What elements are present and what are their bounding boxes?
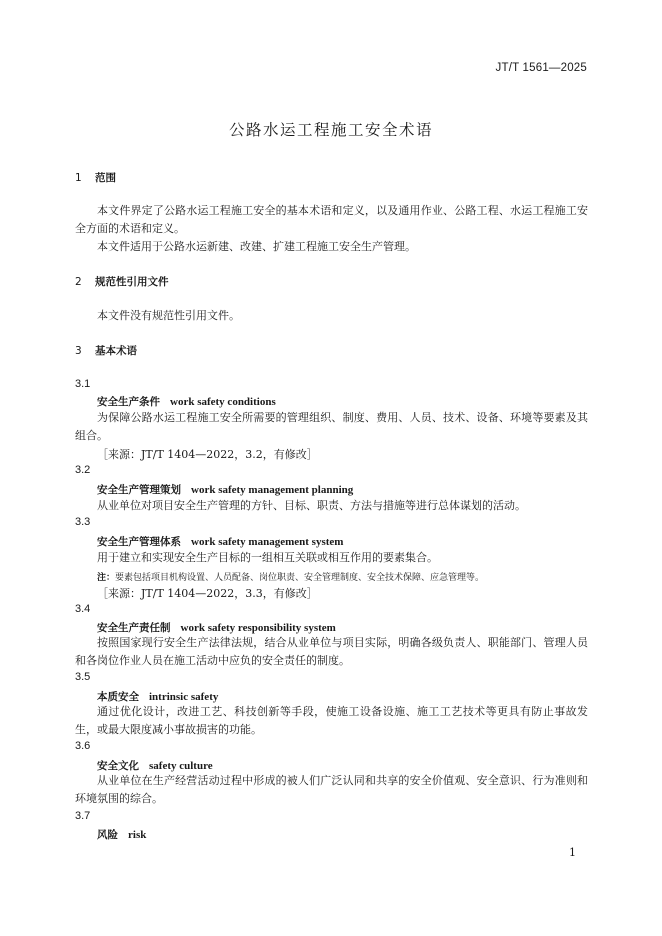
term-heading [97, 758, 213, 773]
term-number: 3.7 [75, 810, 91, 822]
term-zh: 安全文化 [97, 760, 139, 772]
term-heading [97, 482, 353, 497]
term-heading [97, 827, 146, 842]
document-title: 公路水运工程施工安全术语 [228, 121, 433, 139]
section-number: 1 [75, 172, 82, 184]
term-definition: 用于建立和实现安全生产目标的一组相互关联或相互作用的要素集合。 [97, 551, 438, 564]
section-title: 范围 [95, 172, 116, 184]
term-number: 3.4 [75, 603, 91, 615]
term-source: ［来源：JT/T 1404—2022，3.2，有修改］ [97, 448, 318, 461]
section-heading-normative-references [75, 274, 169, 289]
term-zh: 本质安全 [97, 691, 139, 703]
term-heading [97, 620, 336, 635]
note-text: 要素包括项目机构设置、人员配备、岗位职责、安全管理制度、安全技术保障、应急管理等。 [115, 573, 485, 583]
term-en: work safety conditions [170, 396, 276, 408]
term-en: safety culture [149, 760, 213, 772]
normative-paragraph: 本文件没有规范性引用文件。 [97, 309, 240, 322]
term-definition: 通过优化设计，改进工艺、科技创新等手段，使施工设备设施、施工工艺技术等更具有防止事故发生，或最大限度减小事故损害的功能。 [75, 705, 588, 736]
term-number: 3.1 [75, 378, 91, 390]
section-title: 规范性引用文件 [95, 276, 169, 288]
term-en: risk [128, 829, 147, 841]
term-zh: 安全生产责任制 [97, 622, 171, 634]
term-heading [97, 689, 218, 704]
term-heading [97, 394, 276, 409]
term-number: 3.2 [75, 464, 91, 476]
term-number: 3.6 [75, 740, 91, 752]
term-zh: 风险 [97, 829, 118, 841]
term-definition: 为保障公路水运工程施工安全所需要的管理组织、制度、费用、人员、技术、设备、环境等要素及其组合。 [75, 411, 588, 442]
term-zh: 安全生产条件 [97, 396, 160, 408]
term-heading [97, 534, 343, 549]
term-en: intrinsic safety [149, 691, 219, 703]
term-note [97, 570, 484, 583]
section-number: 2 [75, 276, 82, 288]
term-zh: 安全生产管理体系 [97, 536, 181, 548]
section-heading-scope [75, 170, 116, 185]
term-en: work safety responsibility system [180, 622, 336, 634]
term-number: 3.5 [75, 671, 91, 683]
scope-paragraph-2: 本文件适用于公路水运新建、改建、扩建工程施工安全生产管理。 [97, 240, 416, 253]
section-number: 3 [75, 345, 82, 357]
term-definition: 从业单位在生产经营活动过程中形成的被人们广泛认同和共享的安全价值观、安全意识、行为准则和环境氛围的综合。 [75, 774, 588, 805]
term-zh: 安全生产管理策划 [97, 484, 181, 496]
term-en: work safety management system [191, 536, 344, 548]
term-number: 3.3 [75, 516, 91, 528]
term-en: work safety management planning [191, 484, 354, 496]
note-label: 注： [97, 573, 116, 583]
term-definition: 按照国家现行安全生产法律法规，结合从业单位与项目实际，明确各级负责人、职能部门、管理人员和各岗位作业人员在施工活动中应负的安全责任的制度。 [75, 636, 588, 667]
term-source: ［来源：JT/T 1404—2022，3.3，有修改］ [97, 587, 318, 600]
section-title: 基本术语 [95, 345, 137, 357]
standard-code: JT/T 1561—2025 [495, 62, 587, 74]
scope-paragraph-1: 本文件界定了公路水运工程施工安全的基本术语和定义，以及通用作业、公路工程、水运工程施工安全方面的术语和定义。 [75, 204, 588, 235]
section-heading-basic-terms [75, 343, 137, 358]
term-definition: 从业单位对项目安全生产管理的方针、目标、职责、方法与措施等进行总体谋划的活动。 [97, 499, 526, 512]
page-number: 1 [569, 846, 576, 859]
